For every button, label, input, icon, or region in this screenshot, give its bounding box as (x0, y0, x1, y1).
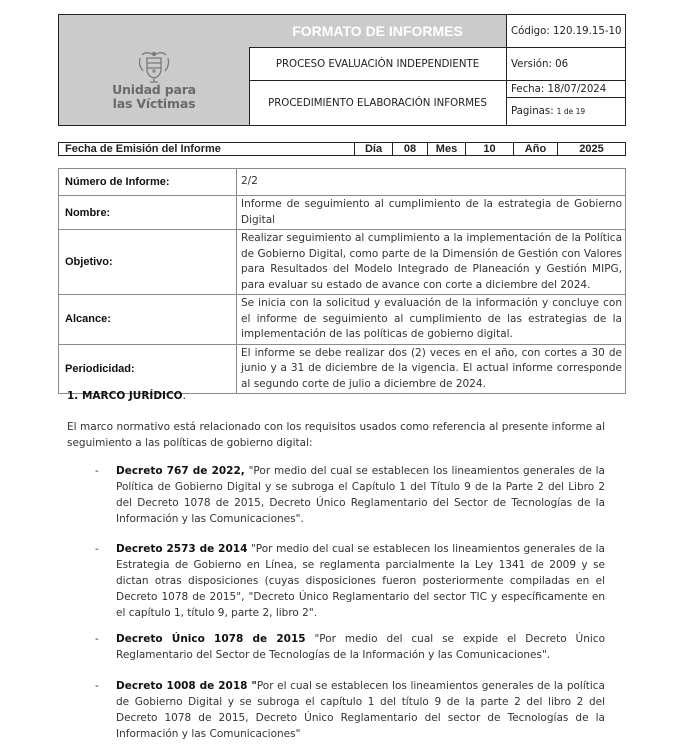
section-heading (67, 390, 186, 402)
logo-line-1: Unidad para (112, 82, 196, 97)
coat-of-arms-icon (136, 49, 172, 83)
logo-area (59, 15, 250, 125)
list-item (95, 678, 605, 742)
paginas-label: Paginas: (511, 106, 554, 117)
process-name: PROCESO EVALUACIÒN INDEPENDIENTE (249, 48, 506, 81)
header-metadata (506, 15, 626, 125)
decree-text: Por el cual se establecen los lineamientos generales de la política de Gobierno Digital y se subroga el capítulo 1 del título 9 de la parte 2 del libro 2 del Decreto 1078 de 2015, Decreto Único Reglamentario del sector de Tecnologías de la Información y las Comunicaciones" (116, 680, 605, 740)
emission-date-row (58, 142, 626, 156)
decree-title: Decreto Único 1078 de 2015 (116, 633, 306, 645)
ano-value: 2025 (579, 143, 604, 155)
dash-bullet-icon: - (95, 633, 99, 645)
dash-bullet-icon: - (95, 680, 99, 692)
codigo: Código: 120.19.15-10 (507, 15, 626, 48)
decree-text: "Por medio del cual se establecen los lineamientos generales de la Estrategia de Gobierno en Línea, se reglamenta parcialmente la Ley 1341 de 2009 y se dictan otras disposiciones (cuyas disposiciones fueron posteriormente compiladas en el Decreto 1078 de 2015", "Decreto Único Reglamentario del sector TIC y específicamente en el capítulo 1, título 9, parte 2, libro 2". (116, 543, 605, 619)
emission-label: Fecha de Emisión del Informe (59, 143, 355, 155)
header-middle (249, 15, 506, 125)
list-item (95, 541, 605, 621)
alcance-label: Alcance: (59, 295, 237, 345)
version: Versión: 06 (507, 48, 626, 81)
intro-paragraph: El marco normativo está relacionado con los requisitos usados como referencia al presente informe al seguimiento a las políticas de gobierno digital: (67, 421, 605, 449)
procedure-name: PROCEDIMIENTO ELABORACIÓN INFORMES (268, 97, 487, 109)
mes-label: Mes (428, 143, 466, 155)
mes-value: 10 (466, 143, 514, 155)
periodicidad-value: El informe se debe realizar dos (2) veces en el año, con cortes a 30 de junio y a 31 de diciembre de la vigencia. El actual informe corresponde al segundo corte de julio a diciembre de 2024. (237, 344, 626, 394)
list-item (95, 631, 605, 663)
objetivo-value: Realizar seguimiento al cumplimiento a la implementación de la Política de Gobierno Digital, como parte de la Dimensión de Gestión con Valores para Resultados del Modelo Integrado de Planeación y Gestión MIPG, para evaluar su estado de avance con corte a diciembre del 2024. (237, 230, 626, 295)
nombre-value: Informe de seguimiento al cumplimiento de la estrategia de Gobierno Digital (237, 196, 626, 230)
list-item (95, 463, 605, 527)
fecha: Fecha: 18/07/2024 (507, 81, 626, 98)
table-row (59, 196, 626, 230)
paginas-value: 1 de 19 (556, 107, 586, 116)
nombre-label: Nombre: (59, 196, 237, 230)
dia-label: Día (355, 143, 393, 155)
decree-title: Decreto 2573 de 2014 (116, 543, 248, 555)
logo-text (59, 83, 249, 111)
decree-title: Decreto 1008 de 2018 " (116, 680, 257, 692)
section-title-dot: . (182, 390, 186, 402)
ano-label: Año (514, 143, 558, 155)
objetivo-label: Objetivo: (59, 230, 237, 295)
dia-value: 08 (393, 143, 428, 155)
format-title: FORMATO DE INFORMES (249, 15, 506, 48)
dash-bullet-icon: - (95, 465, 99, 477)
table-row (59, 295, 626, 345)
decree-text: "Por medio del cual se establecen los lineamientos generales de la Política de Gobierno Digital y se subroga el Capítulo 1 del Título 9 de la Parte 2 del Libro 2 del Decreto 1078 de 2015, Decreto Único Reglamentario del Sector de Tecnologías de la Información y las Comunicaciones". (116, 465, 605, 525)
section-title: 1. MARCO JURÍDICO (67, 390, 183, 402)
periodicidad-label: Periodicidad: (59, 344, 237, 394)
alcance-value: Se inicia con la solicitud y evaluación de la información y concluye con el informe de seguimiento al cumplimiento de las estrategias de la implementación de las políticas de gobierno digital. (237, 295, 626, 345)
dash-bullet-icon: - (95, 543, 99, 555)
paginas (507, 98, 626, 125)
table-row (59, 169, 626, 196)
table-row (59, 344, 626, 394)
numero-label: Número de Informe: (59, 169, 237, 196)
logo-line-2: las Víctimas (112, 96, 196, 111)
table-row (59, 230, 626, 295)
decree-text: "Por medio del cual se expide el Decreto Único Reglamentario del Sector de Tecnologías de la Información y las Comunicaciones". (116, 633, 605, 661)
report-info-table (58, 168, 626, 394)
decree-title: Decreto 767 de 2022, (116, 465, 245, 477)
document-header (58, 14, 626, 126)
numero-value: 2/2 (237, 169, 626, 196)
